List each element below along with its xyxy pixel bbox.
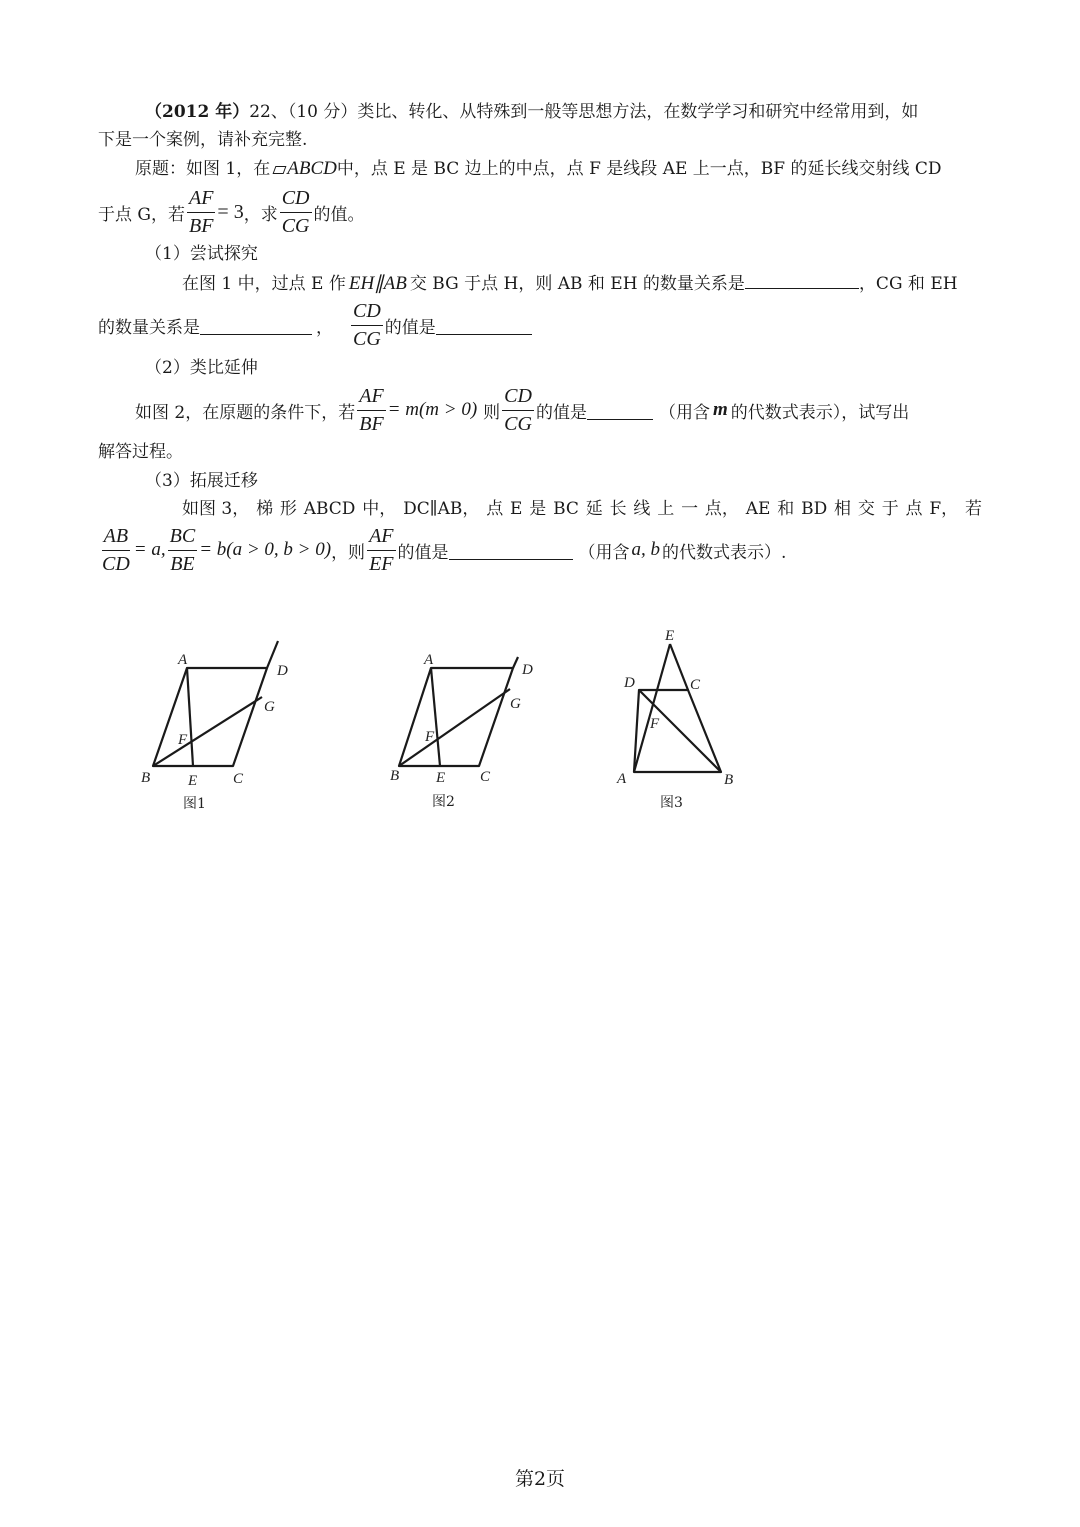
- fig2-label-f: F: [425, 729, 435, 745]
- problem-number: 22、（10 分）: [249, 102, 358, 122]
- fig2-label-g: G: [510, 696, 521, 712]
- part3-line1-token: 一: [681, 499, 699, 519]
- fraction-ab-cd: $\frac{AB}{CD}$: [102, 524, 130, 575]
- fig2-caption: 图2: [432, 794, 455, 810]
- part3-line1-token: BD: [801, 499, 828, 519]
- fig2-label-b: B: [390, 768, 400, 784]
- part3-line1-token: 如图 3，: [182, 499, 250, 519]
- fig3-label-a: A: [617, 771, 627, 787]
- part3-line-2: $\frac{AB}{CD}$ = a, $\frac{BC}{BE}$ = b(a > 0, b > 0) ，则 $\frac{AF}{EF}$ 的值是 （用含 a, b 的代数式表示）.: [98, 522, 982, 578]
- fraction-af-bf-part2: $\frac{AF}{BF}$: [359, 384, 384, 435]
- figure-1-diagram: [153, 641, 278, 766]
- part3-line1-token: 点: [905, 499, 923, 519]
- part2-line-2: 解答过程。: [98, 442, 183, 462]
- fig1-label-d: D: [277, 663, 288, 679]
- year-tag: （2012 年）: [145, 102, 250, 122]
- part1-line-1: 在图 1 中，过点 E 作 EH∥AB 交 BG 于点 H，则 AB 和 EH 的数量关系是 ，CG 和 EH: [182, 270, 982, 296]
- fig3-label-b: B: [724, 772, 734, 788]
- fig2-label-e: E: [436, 770, 446, 786]
- fig3-label-e: E: [665, 628, 675, 644]
- part3-heading: （3）拓展迁移: [145, 471, 258, 491]
- fig2-label-d: D: [522, 662, 533, 678]
- fig2-label-a: A: [424, 652, 434, 668]
- fraction-cd-cg-part2: $\frac{CD}{CG}$: [504, 384, 532, 435]
- fig1-label-f: F: [178, 732, 188, 748]
- part3-line1-token: 相: [834, 499, 852, 519]
- intro-text-1: 类比、转化、从特殊到一般等思想方法，在数学学习和研究中经常用到，如: [357, 102, 919, 122]
- figure-3-diagram: [634, 644, 721, 772]
- fig1-label-g: G: [264, 699, 275, 715]
- page-number: 第2页: [514, 1468, 566, 1490]
- part3-line1-token: 若: [964, 499, 982, 519]
- fraction-cd-cg: $\frac{CD}{CG}$: [281, 186, 310, 237]
- fraction-af-ef: $\frac{AF}{EF}$: [369, 524, 394, 575]
- part3-line1-token: 上: [657, 499, 675, 519]
- part3-line1-token: 长: [609, 499, 627, 519]
- part3-line1-token: 交: [857, 499, 875, 519]
- original-problem-line-1: 原题：如图 1，在 ABCD中，点 E 是 BC 边上的中点，点 F 是线段 AE 上一点，BF 的延长线交射线 CD: [135, 158, 942, 179]
- part3-line1-token: 延: [585, 499, 603, 519]
- fig1-label-a: A: [178, 652, 188, 668]
- fig1-label-b: B: [141, 770, 151, 786]
- part1-line-2: 的数量关系是 ， $\frac{CD}{CG}$ 的值是: [98, 297, 982, 353]
- part3-line1-token: 是: [529, 499, 547, 519]
- part2-line-1: 如图 2，在原题的条件下，若 $\frac{AF}{BF}$ = m(m > 0) 则 $\frac{CD}{CG}$ 的值是 （用含 m 的代数式表示），试写出: [135, 382, 982, 438]
- part3-line1-token: 梯: [256, 499, 274, 519]
- fig1-caption: 图1: [183, 796, 206, 812]
- fraction-cd-cg-part1: $\frac{CD}{CG}$: [353, 299, 381, 350]
- part3-line1-token: 和: [777, 499, 795, 519]
- fig1-label-c: C: [233, 771, 244, 787]
- fig3-label-f: F: [650, 716, 660, 732]
- intro-line-2: 下是一个案例，请补充完整.: [98, 130, 308, 150]
- fig3-label-d: D: [624, 675, 635, 691]
- part3-line1-token: DC∥AB，: [403, 499, 480, 519]
- part3-line1-token: 线: [633, 499, 651, 519]
- part3-line1-token: E: [510, 499, 523, 519]
- part3-line1-token: ABCD: [303, 499, 356, 519]
- fig3-label-c: C: [690, 677, 701, 693]
- fig2-label-c: C: [480, 769, 491, 785]
- fig1-label-e: E: [188, 773, 198, 789]
- part3-line1-token: 于: [881, 499, 899, 519]
- part3-line1-token: 中，: [362, 499, 397, 519]
- original-problem-line-2: 于点 G，若 $\frac{AF}{BF}$ = 3 ，求 $\frac{CD}{CG}$ 的值。: [98, 184, 982, 240]
- fraction-bc-be: $\frac{BC}{BE}$: [169, 524, 196, 575]
- part3-line1-token: 形: [279, 499, 297, 519]
- fraction-af-bf: $\frac{AF}{BF}$: [188, 186, 214, 237]
- part3-line1-token: BC: [553, 499, 579, 519]
- figure-2-diagram: [399, 657, 518, 766]
- part3-line1-token: 点: [486, 499, 504, 519]
- part2-heading: （2）类比延伸: [145, 358, 258, 378]
- fig3-caption: 图3: [660, 795, 683, 811]
- part1-heading: （1）尝试探究: [145, 244, 258, 264]
- part3-line1-token: F，: [929, 499, 959, 519]
- part3-line1-token: AE: [745, 499, 771, 519]
- part3-line1-token: 点，: [704, 499, 739, 519]
